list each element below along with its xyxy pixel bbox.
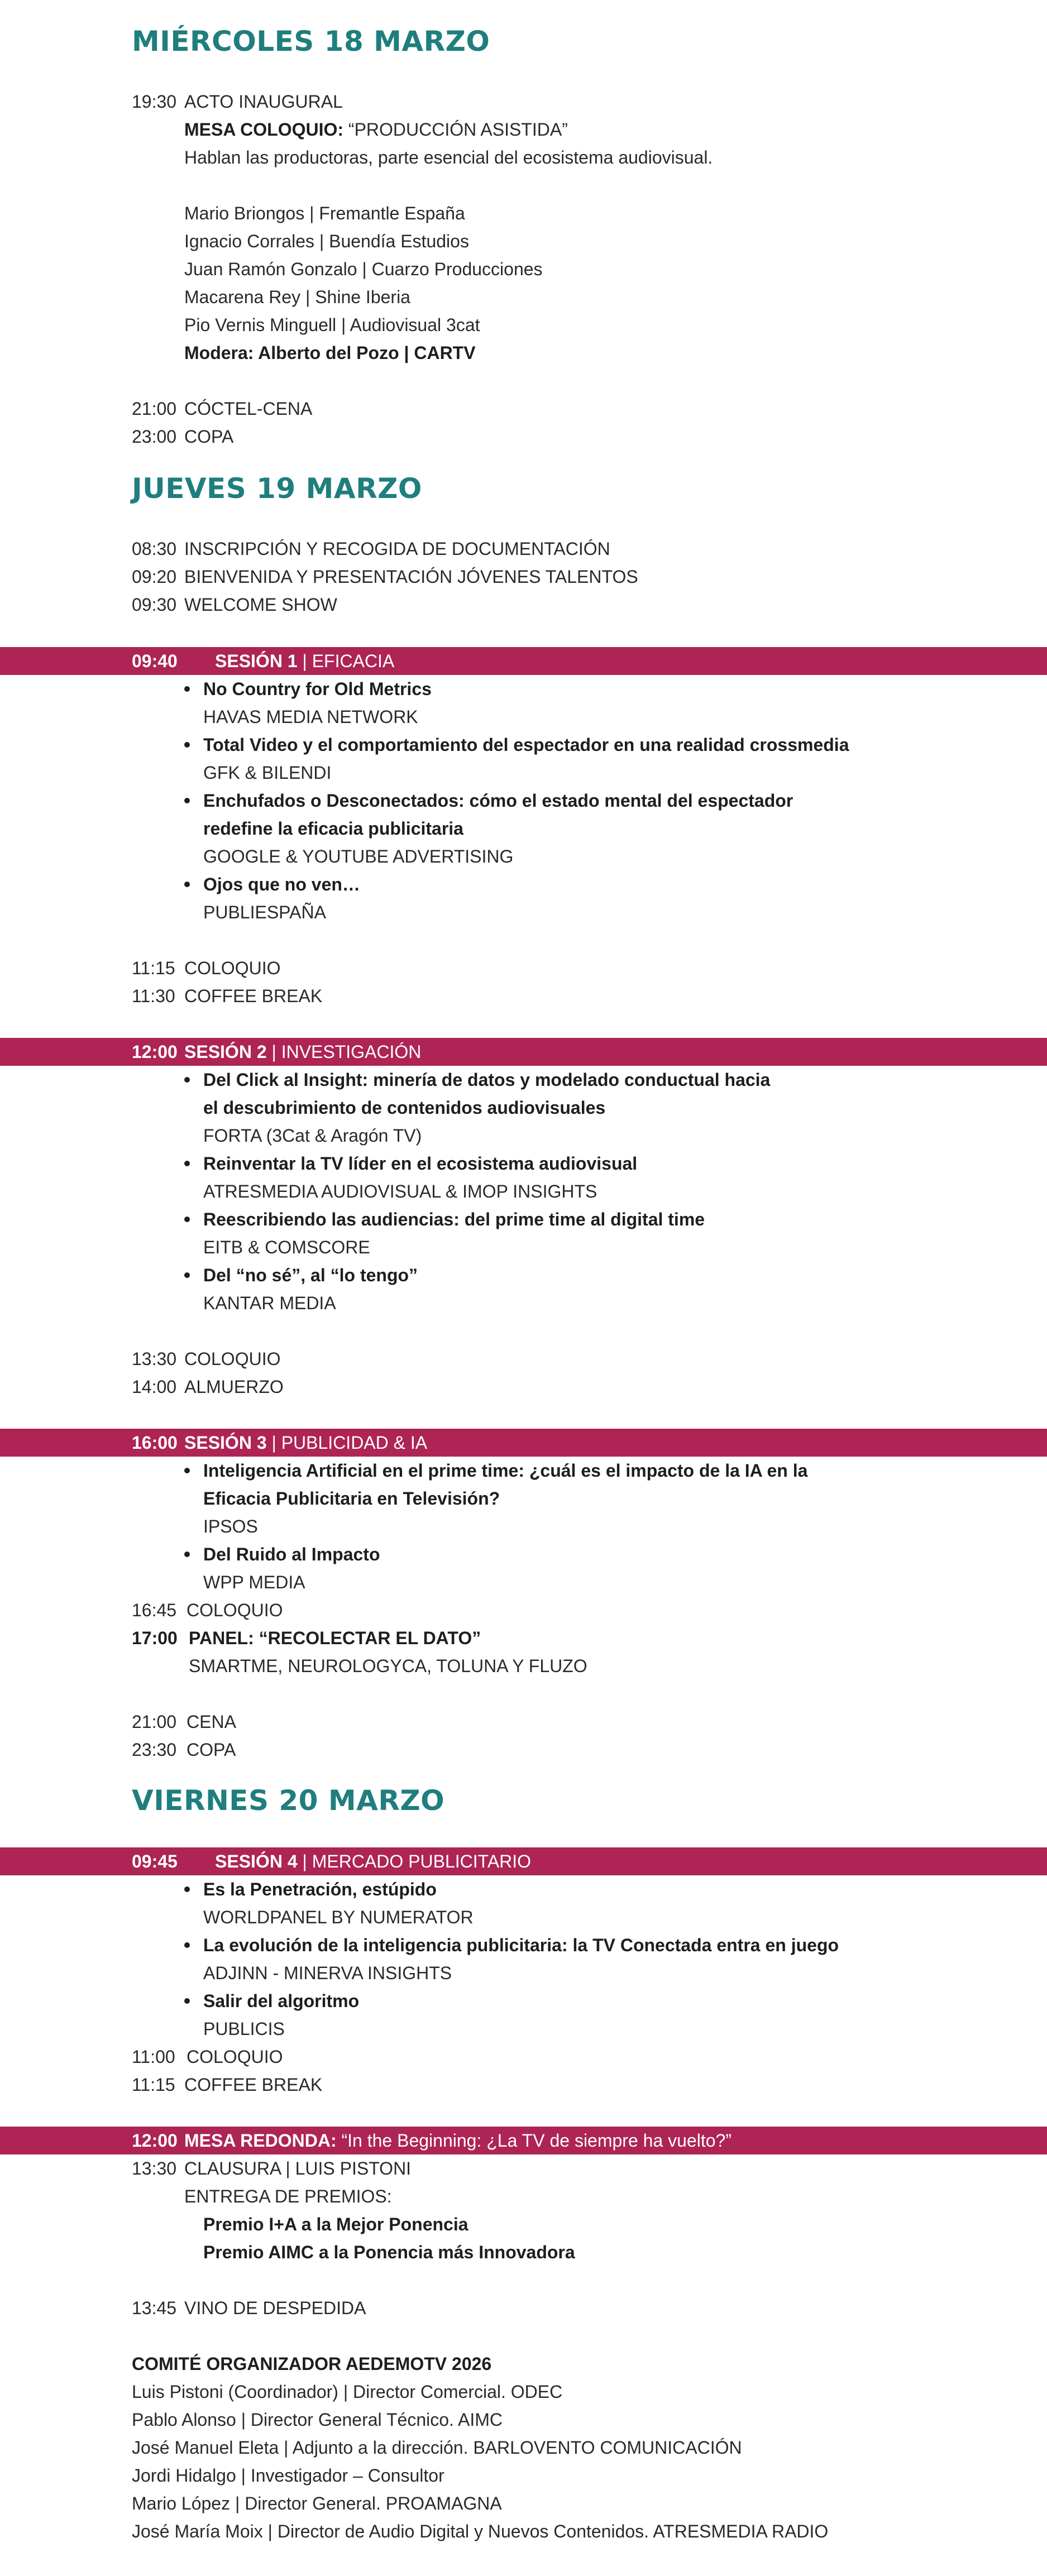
committee-member: Mario López | Director General. PROAMAGNA xyxy=(132,2493,502,2513)
talk-org: GFK & BILENDI xyxy=(203,763,332,783)
speaker-item: Pio Vernis Minguell | Audiovisual 3cat xyxy=(184,315,480,335)
bullet-icon xyxy=(184,882,190,887)
session-time: 12:00 xyxy=(132,1042,178,1062)
talk-org: FORTA (3Cat & Aragón TV) xyxy=(203,1126,422,1146)
talk-title-continued: Eficacia Publicitaria en Televisión? xyxy=(203,1488,500,1509)
vino-label: VINO DE DESPEDIDA xyxy=(184,2298,366,2318)
talk-title: Salir del algoritmo xyxy=(203,1991,360,2011)
session-topic: PUBLICIDAD & IA xyxy=(281,1433,428,1453)
talk-org: ATRESMEDIA AUDIOVISUAL & IMOP INSIGHTS xyxy=(203,1181,597,1201)
bullet-icon xyxy=(184,1998,190,2004)
schedule-time: 11:15 xyxy=(132,958,175,978)
talk-title: Reinventar la TV líder en el ecosistema audiovisual xyxy=(203,1153,638,1174)
talk-org: IPSOS xyxy=(203,1516,258,1536)
bullet-icon xyxy=(184,1886,190,1892)
schedule-time: 14:00 xyxy=(132,1377,177,1397)
talk-org: WPP MEDIA xyxy=(203,1572,305,1592)
mesa-coloquio xyxy=(184,116,568,143)
copa-label: COPA xyxy=(184,427,234,447)
bullet-icon xyxy=(184,686,190,692)
session-bar-1 xyxy=(0,647,1047,675)
session-name: SESIÓN 4 xyxy=(215,1851,298,1871)
talk-org: ADJINN - MINERVA INSIGHTS xyxy=(203,1963,452,1983)
intro-label: WELCOME SHOW xyxy=(184,595,337,615)
committee-member: Luis Pistoni (Coordinador) | Director Comercial. ODEC xyxy=(132,2382,563,2402)
talk-title: Es la Penetración, estúpido xyxy=(203,1879,437,1899)
bullet-icon xyxy=(184,1217,190,1222)
schedule-label: COLOQUIO xyxy=(187,1600,283,1620)
day-heading-friday: VIERNES 20 MARZO xyxy=(132,1784,445,1817)
coctel-label: CÓCTEL-CENA xyxy=(184,399,313,419)
panel-time: 17:00 xyxy=(132,1628,178,1648)
bullet-icon xyxy=(184,1468,190,1473)
mesa-coloquio-label: MESA COLOQUIO: xyxy=(184,119,344,140)
mesa-coloquio-title: “PRODUCCIÓN ASISTIDA” xyxy=(343,119,568,140)
session-name: MESA REDONDA: xyxy=(184,2130,337,2151)
session-name: SESIÓN 1 xyxy=(215,651,298,671)
copa-time: 23:30 xyxy=(132,1740,177,1760)
session-heading xyxy=(184,2127,732,2154)
talk-title-continued: el descubrimiento de contenidos audiovisuales xyxy=(203,1098,606,1118)
schedule-label: COLOQUIO xyxy=(184,958,281,978)
day-heading-wednesday: MIÉRCOLES 18 MARZO xyxy=(132,25,490,58)
committee-title: COMITÉ ORGANIZADOR AEDEMOTV 2026 xyxy=(132,2354,492,2374)
bullet-icon xyxy=(184,1272,190,1278)
bullet-icon xyxy=(184,1552,190,1557)
vino-time: 13:45 xyxy=(132,2298,177,2318)
day-heading-thursday: JUEVES 19 MARZO xyxy=(132,472,422,505)
session-bar-3 xyxy=(0,1429,1047,1457)
committee-member: José María Moix | Director de Audio Digital y Nuevos Contenidos. ATRESMEDIA RADIO xyxy=(132,2521,829,2541)
session-heading xyxy=(215,647,394,675)
session-time: 12:00 xyxy=(132,2130,178,2151)
talk-org: KANTAR MEDIA xyxy=(203,1293,336,1313)
intro-time: 09:30 xyxy=(132,595,177,615)
mesa-description: Hablan las productoras, parte esencial del ecosistema audiovisual. xyxy=(184,147,713,167)
intro-time: 08:30 xyxy=(132,539,177,559)
session-topic: “In the Beginning: ¿La TV de siempre ha vuelto?” xyxy=(336,2130,732,2151)
session-time: 09:45 xyxy=(132,1851,178,1871)
moderator: Modera: Alberto del Pozo | CARTV xyxy=(184,343,476,363)
session-name: SESIÓN 2 xyxy=(184,1042,267,1062)
intro-label: BIENVENIDA Y PRESENTACIÓN JÓVENES TALENTOS xyxy=(184,567,638,587)
talk-org: GOOGLE & YOUTUBE ADVERTISING xyxy=(203,846,514,866)
bullet-icon xyxy=(184,742,190,748)
talk-org: HAVAS MEDIA NETWORK xyxy=(203,707,418,727)
bullet-icon xyxy=(184,1161,190,1166)
panel-orgs: SMARTME, NEUROLOGYCA, TOLUNA Y FLUZO xyxy=(189,1656,587,1676)
session-topic: MERCADO PUBLICITARIO xyxy=(312,1851,532,1871)
talk-title: Ojos que no ven… xyxy=(203,874,360,894)
cena-label: CENA xyxy=(187,1712,236,1732)
session-heading xyxy=(184,1038,421,1066)
session-bar-4 xyxy=(0,1847,1047,1875)
copa-time: 23:00 xyxy=(132,427,177,447)
schedule-label: COFFEE BREAK xyxy=(184,986,323,1006)
bullet-icon xyxy=(184,1077,190,1083)
session-time: 16:00 xyxy=(132,1433,178,1453)
bullet-icon xyxy=(184,1942,190,1948)
intro-label: INSCRIPCIÓN Y RECOGIDA DE DOCUMENTACIÓN xyxy=(184,539,610,559)
session-topic: EFICACIA xyxy=(312,651,395,671)
talk-title: Enchufados o Desconectados: cómo el estado mental del espectador xyxy=(203,791,793,811)
clausura-time: 13:30 xyxy=(132,2158,177,2178)
talk-title: Del “no sé”, al “lo tengo” xyxy=(203,1265,418,1285)
coctel-time: 21:00 xyxy=(132,399,177,419)
committee-member: Pablo Alonso | Director General Técnico. AIMC xyxy=(132,2410,503,2430)
talk-title: Reescribiendo las audiencias: del prime time al digital time xyxy=(203,1209,705,1229)
talk-org: PUBLICIS xyxy=(203,2019,285,2039)
schedule-time: 13:30 xyxy=(132,1349,177,1369)
talk-title: Del Click al Insight: minería de datos y modelado conductual hacia xyxy=(203,1070,771,1090)
talk-title: No Country for Old Metrics xyxy=(203,679,432,699)
acto-time: 19:30 xyxy=(132,92,177,112)
schedule-label: ALMUERZO xyxy=(184,1377,284,1397)
session-separator: | xyxy=(297,651,312,671)
premio-item: Premio I+A a la Mejor Ponencia xyxy=(203,2214,468,2234)
mesa-redonda-bar xyxy=(0,2127,1047,2154)
session-separator: | xyxy=(297,1851,312,1871)
session-heading xyxy=(184,1429,427,1457)
committee-member: Jordi Hidalgo | Investigador – Consultor xyxy=(132,2465,444,2486)
speaker-item: Ignacio Corrales | Buendía Estudios xyxy=(184,231,469,251)
talk-org: WORLDPANEL BY NUMERATOR xyxy=(203,1907,474,1927)
premios-label: ENTREGA DE PREMIOS: xyxy=(184,2186,392,2206)
session-separator: | xyxy=(266,1433,281,1453)
speaker-item: Mario Briongos | Fremantle España xyxy=(184,203,465,223)
panel-label: PANEL: “RECOLECTAR EL DATO” xyxy=(189,1628,481,1648)
cena-time: 21:00 xyxy=(132,1712,177,1732)
session-heading xyxy=(215,1847,531,1875)
session-name: SESIÓN 3 xyxy=(184,1433,267,1453)
talk-title-continued: redefine la eficacia publicitaria xyxy=(203,818,463,839)
session-separator: | xyxy=(266,1042,281,1062)
talk-title: Total Video y el comportamiento del espectador en una realidad crossmedia xyxy=(203,735,849,755)
acto-label: ACTO INAUGURAL xyxy=(184,92,343,112)
schedule-time: 16:45 xyxy=(132,1600,177,1620)
talk-org: PUBLIESPAÑA xyxy=(203,902,326,922)
speaker-item: Macarena Rey | Shine Iberia xyxy=(184,287,410,307)
talk-org: EITB & COMSCORE xyxy=(203,1237,370,1257)
bullet-icon xyxy=(184,798,190,803)
intro-time: 09:20 xyxy=(132,567,177,587)
session-time: 09:40 xyxy=(132,651,178,671)
speaker-item: Juan Ramón Gonzalo | Cuarzo Producciones xyxy=(184,259,543,279)
schedule-label: COLOQUIO xyxy=(184,1349,281,1369)
schedule-label: COLOQUIO xyxy=(187,2047,283,2067)
talk-title: Inteligencia Artificial en el prime time: ¿cuál es el impacto de la IA en la xyxy=(203,1461,808,1481)
committee-member: José Manuel Eleta | Adjunto a la dirección. BARLOVENTO COMUNICACIÓN xyxy=(132,2438,742,2458)
schedule-time: 11:00 xyxy=(132,2047,175,2067)
copa-label: COPA xyxy=(187,1740,236,1760)
talk-title: La evolución de la inteligencia publicitaria: la TV Conectada entra en juego xyxy=(203,1935,839,1955)
clausura-label: CLAUSURA | LUIS PISTONI xyxy=(184,2158,412,2178)
talk-title: Del Ruido al Impacto xyxy=(203,1544,380,1564)
session-bar-2 xyxy=(0,1038,1047,1066)
schedule-label: COFFEE BREAK xyxy=(184,2075,323,2095)
session-topic: INVESTIGACIÓN xyxy=(281,1042,422,1062)
schedule-time: 11:15 xyxy=(132,2075,175,2095)
premio-item: Premio AIMC a la Ponencia más Innovadora xyxy=(203,2242,575,2262)
schedule-time: 11:30 xyxy=(132,986,175,1006)
